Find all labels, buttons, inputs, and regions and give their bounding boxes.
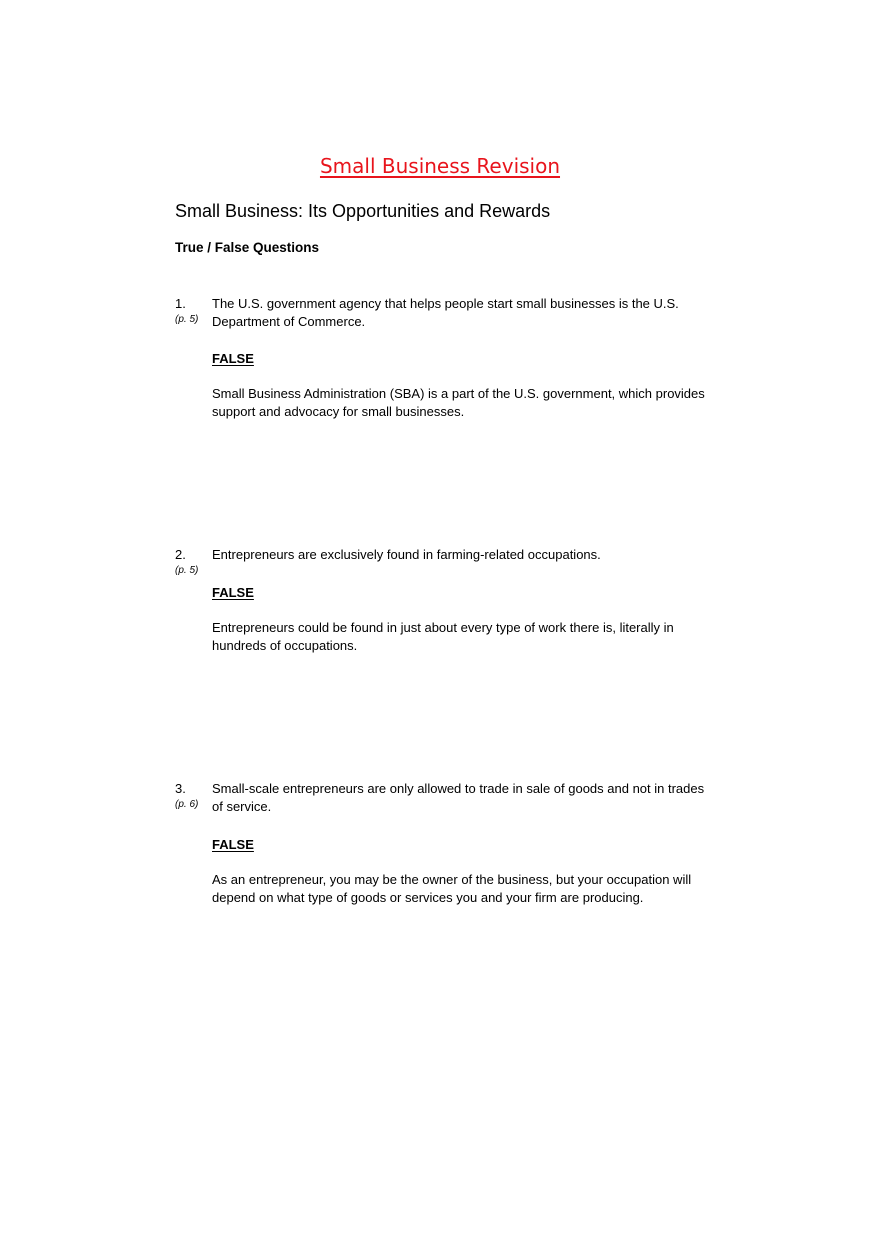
question-answer: FALSE	[212, 351, 254, 366]
question-text: Entrepreneurs are exclusively found in farming-related occupations.	[212, 547, 601, 562]
question-explanation: As an entrepreneur, you may be the owner of the business, but your occupation will depend on what type of goods or services you and your firm are producing.	[212, 872, 692, 905]
question-item	[175, 780, 715, 920]
document-title: Small Business Revision	[319, 154, 561, 178]
section-title: True / False Questions	[175, 240, 320, 255]
question-item	[175, 546, 715, 666]
question-answer: FALSE	[212, 585, 254, 600]
question-number: 3.	[175, 781, 186, 796]
question-page-ref: (p. 5)	[175, 565, 199, 576]
question-page-ref: (p. 5)	[175, 314, 199, 325]
question-answer: FALSE	[212, 837, 254, 852]
question-number: 2.	[175, 547, 186, 562]
question-text: The U.S. government agency that helps people start small businesses is the U.S. Department of Commerce.	[212, 296, 679, 329]
question-number: 1.	[175, 296, 186, 311]
question-explanation: Entrepreneurs could be found in just about every type of work there is, literally in hundreds of occupations.	[212, 620, 674, 653]
chapter-title: Small Business: Its Opportunities and Rewards	[175, 201, 551, 221]
question-item	[175, 295, 715, 435]
question-page-ref: (p. 6)	[175, 799, 199, 810]
question-text: Small-scale entrepreneurs are only allowed to trade in sale of goods and not in trades of service.	[212, 781, 705, 814]
question-explanation: Small Business Administration (SBA) is a part of the U.S. government, which provides support and advocacy for small businesses.	[212, 386, 705, 419]
